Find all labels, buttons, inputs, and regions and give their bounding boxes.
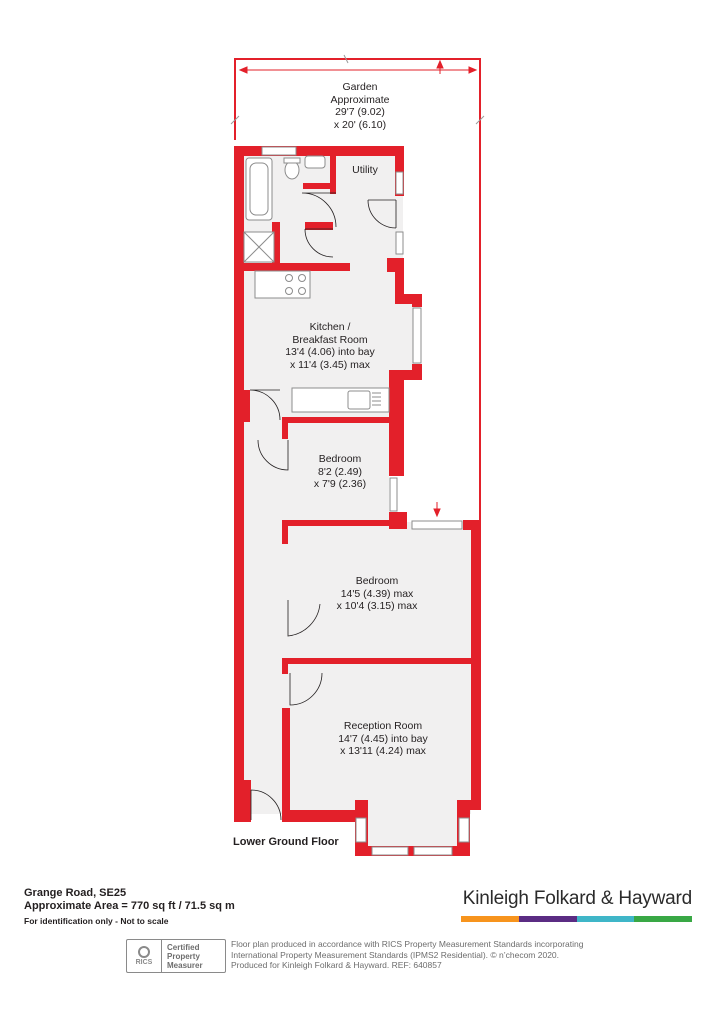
garden-label — [300, 81, 420, 131]
agent-logo-color-bar — [461, 916, 692, 922]
agent-logo-text: Kinleigh Folkard & Hayward — [462, 888, 692, 909]
floor-level-label: Lower Ground Floor — [233, 836, 339, 848]
bedroom-1-dim-2: x 7'9 (2.36) — [313, 478, 367, 490]
bedroom-2-dim-1: 14'5 (4.39) max — [340, 587, 414, 600]
rics-mark-text: RICS — [135, 959, 153, 966]
property-address: Grange Road, SE25 — [24, 887, 127, 899]
bedroom-1-name: Bedroom — [318, 453, 362, 465]
rics-cert-line-1: Certified — [167, 942, 200, 952]
measurement-disclaimer — [231, 939, 611, 971]
garden-dim-2: x 20' (6.10) — [333, 118, 387, 131]
kitchen-name-2: Breakfast Room — [292, 333, 368, 346]
rics-certification — [162, 943, 203, 970]
disclaimer-line-1: Floor plan produced in accordance with RICS Property Measurement Standards incorporating — [231, 939, 584, 949]
bedroom-window-arrow — [434, 502, 440, 516]
rics-logo-icon — [127, 940, 162, 972]
utility-label — [340, 164, 390, 177]
reception-dim-2: x 13'11 (4.24) max — [340, 745, 426, 757]
garden-name: Garden — [342, 81, 378, 93]
kitchen-dim-1: 13'4 (4.06) into bay — [285, 346, 375, 358]
bedroom-1-dim-1: 8'2 (2.49) — [317, 465, 363, 478]
color-bar-purple — [519, 916, 577, 922]
rics-cert-line-3: Measurer — [167, 960, 203, 970]
rics-cert-line-2: Property — [167, 951, 200, 961]
reception-name: Reception Room — [343, 720, 423, 732]
scale-note: For identification only - Not to scale — [24, 916, 169, 926]
reception-label — [313, 720, 453, 758]
property-info — [24, 887, 235, 926]
disclaimer-line-2: International Property Measurement Standards (IPMS2 Residential). © n’checom 2020. — [231, 949, 560, 960]
bedroom-2-label — [310, 575, 444, 613]
color-bar-teal — [577, 916, 635, 922]
garden-dimension-arrows — [240, 61, 476, 74]
garden-subtitle: Approximate — [330, 93, 390, 106]
disclaimer-line-3: Produced for Kinleigh Folkard & Hayward. REF: 640857 — [231, 960, 442, 970]
rics-badge — [126, 939, 226, 973]
bedroom-2-dim-2: x 10'4 (3.15) max — [336, 600, 418, 612]
kitchen-dim-2: x 11'4 (3.45) max — [289, 358, 370, 371]
utility-name: Utility — [352, 164, 378, 176]
property-area: Approximate Area = 770 sq ft / 71.5 sq m — [24, 900, 235, 912]
reception-dim-1: 14'7 (4.45) into bay — [338, 732, 428, 745]
color-bar-orange — [461, 916, 519, 922]
kitchen-label — [260, 321, 400, 371]
garden-dim-1: 29'7 (9.02) — [335, 106, 385, 118]
bedroom-2-name: Bedroom — [355, 575, 399, 587]
color-bar-green — [634, 916, 692, 922]
kitchen-name: Kitchen / — [309, 321, 351, 333]
bedroom-1-label — [300, 453, 380, 491]
